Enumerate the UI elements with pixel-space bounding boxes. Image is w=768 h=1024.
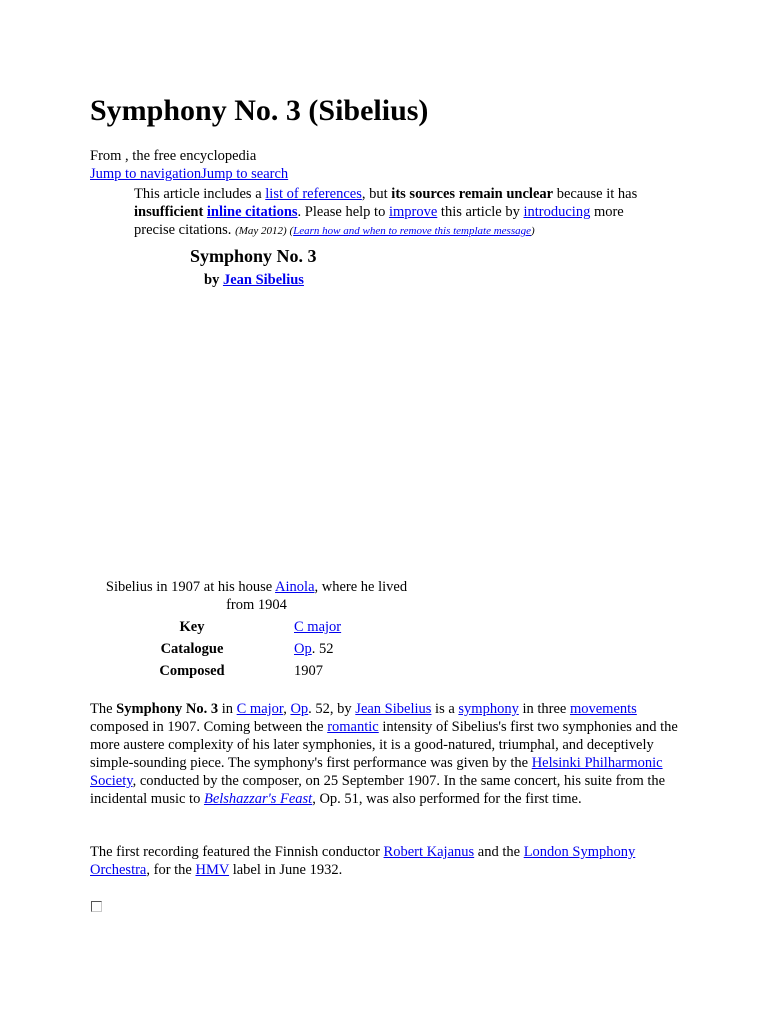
caption-text: , where he lived from 1904	[226, 579, 408, 613]
notice-text: more precise citations.	[134, 204, 624, 238]
inline-citations-label: inline citations	[206, 204, 298, 220]
notice-date: (May 2012)	[235, 225, 287, 237]
composer-link[interactable]: Jean Sibelius	[222, 272, 304, 288]
jump-links	[90, 165, 288, 183]
from-suffix: , the free encyclopedia	[125, 148, 257, 164]
jump-to-navigation-link[interactable]: Jump to navigation	[90, 166, 202, 182]
symphony-link[interactable]: symphony	[458, 701, 519, 717]
page-title: Symphony No. 3 (Sibelius)	[90, 94, 429, 127]
text: , Op. 51, was also performed for the first time.	[312, 791, 582, 807]
notice-emphasis: its sources remain unclear	[391, 186, 554, 202]
infobox-image	[150, 300, 450, 560]
list-of-references-link[interactable]: list of references	[265, 186, 362, 202]
subject-bold: Symphony No. 3	[116, 701, 219, 717]
row-value	[254, 638, 341, 660]
text: and the	[474, 844, 524, 860]
helsinki-philharmonic-link[interactable]: Helsinki Philharmonic Society	[90, 755, 663, 789]
notice-paren	[287, 225, 535, 237]
key-link[interactable]: C major	[294, 619, 342, 635]
c-major-link[interactable]: C major	[236, 701, 284, 717]
infobox-byline	[204, 271, 304, 289]
belshazzars-feast-label: Belshazzar's Feast	[203, 791, 313, 807]
romantic-link[interactable]: romantic	[327, 719, 379, 735]
infobox-row-catalogue	[130, 638, 341, 660]
jump-to-search-link[interactable]: Jump to search	[201, 166, 289, 182]
row-label: Composed	[159, 663, 225, 679]
text: The	[90, 701, 117, 717]
text: composed in 1907. Coming between the	[90, 719, 328, 735]
opus-link[interactable]: Op	[294, 641, 312, 657]
text: . 52, by	[308, 701, 356, 717]
row-value-text: 1907	[294, 663, 323, 679]
from-prefix: From	[90, 148, 126, 164]
notice-text: . Please help to	[297, 204, 389, 220]
notice-text: this article by	[437, 204, 524, 220]
caption-text: Sibelius in 1907 at his house	[105, 579, 276, 595]
image-caption	[90, 578, 423, 614]
notice-emphasis: insufficient	[134, 204, 204, 220]
paren-open: (	[289, 225, 294, 237]
opus-link[interactable]: Op	[290, 701, 309, 717]
movements-link[interactable]: movements	[569, 701, 637, 717]
text: , for the	[146, 862, 196, 878]
paren-close: )	[531, 225, 535, 237]
improve-link[interactable]: improve	[388, 204, 438, 220]
text: intensity of Sibelius's first two symphonies and the more austere complexity of his later symphonies, it is a good-natured, triumphal, and deceptively simple-sounding piece. The symphony's first performance was given by the	[90, 719, 678, 771]
notice-text: because it has	[553, 186, 638, 202]
row-value-text: . 52	[311, 641, 334, 657]
text: ,	[283, 701, 291, 717]
row-label: Key	[179, 619, 205, 635]
hmv-link[interactable]: HMV	[195, 862, 230, 878]
notice-text: , but	[361, 186, 392, 202]
inline-citations-link[interactable]	[207, 204, 298, 220]
text: in three	[518, 701, 570, 717]
text: in	[218, 701, 237, 717]
ainola-link[interactable]: Ainola	[275, 579, 315, 595]
learn-template-link[interactable]: Learn how and when to remove this template message	[293, 225, 532, 237]
row-label: Catalogue	[160, 641, 224, 657]
text: , conducted by the composer, on 25 September 1907. In the same concert, his suite from the incidental music to	[90, 773, 666, 807]
introducing-link[interactable]: introducing	[523, 204, 591, 220]
infobox-table	[130, 616, 341, 682]
recording-paragraph	[90, 843, 682, 879]
belshazzars-feast-link[interactable]	[204, 791, 312, 807]
infobox-row-key	[130, 616, 341, 638]
london-symphony-orchestra-link[interactable]: London Symphony Orchestra	[90, 844, 636, 878]
checkbox[interactable]	[91, 901, 102, 912]
byline-prefix: by	[204, 272, 223, 288]
text: The first recording featured the Finnish conductor	[90, 844, 384, 860]
intro-paragraph	[90, 700, 682, 808]
infobox-title: Symphony No. 3	[190, 246, 317, 266]
site-subtitle	[90, 147, 256, 165]
robert-kajanus-link[interactable]: Robert Kajanus	[383, 844, 475, 860]
text: is a	[431, 701, 459, 717]
row-value	[254, 616, 341, 638]
jean-sibelius-link[interactable]: Jean Sibelius	[355, 701, 432, 717]
citation-notice	[134, 185, 664, 240]
infobox-row-composed	[130, 660, 341, 682]
text: label in June 1932.	[229, 862, 343, 878]
row-value	[254, 660, 341, 682]
notice-text: This article includes a	[134, 186, 266, 202]
